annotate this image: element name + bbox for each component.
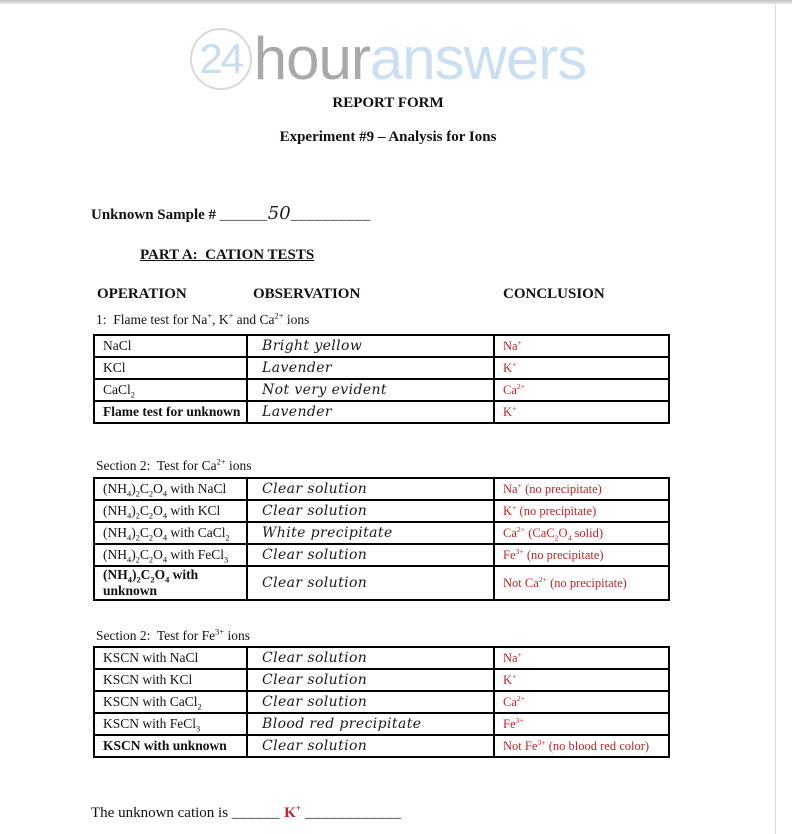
table-row [94, 401, 669, 423]
table-row [94, 357, 669, 379]
table-row [94, 566, 669, 600]
conclusion-cell: K+ [494, 357, 669, 379]
operation-cell: $(NH_4)_2C_2O_4$ with CaCl$_2$ [94, 522, 247, 544]
observation-cell: Clear solution [247, 544, 494, 566]
sample-blank-after: __________ [290, 207, 371, 223]
conclusion-cell: $Ca^{2+}$ [494, 691, 669, 713]
operation-cell: KSCN with unknown [94, 735, 247, 757]
section-caption-flame-test: 1: Flame test for Na+, K+ and $Ca^{2+}$ ions [96, 311, 310, 327]
report-title: REPORT FORM [332, 95, 444, 111]
table-row [94, 691, 669, 713]
table-row [94, 735, 669, 757]
section-caption-iron-test: Section 2: Test for $Fe^{3+}$ ions [96, 627, 250, 643]
unknown-sample-label: Unknown Sample # [91, 207, 220, 223]
conclusion-cell: Na+ [494, 647, 669, 669]
table-row [94, 500, 669, 522]
observation-cell: Clear solution [247, 566, 494, 600]
table-row [94, 379, 669, 401]
conclusion-cell: Not $Ca^{2+}$ (no precipitate) [494, 566, 669, 600]
footer-cation-value: K+ [284, 804, 302, 821]
logo-word-answers: answers [369, 25, 587, 92]
observation-cell: Not very evident [247, 379, 494, 401]
section-caption-calcium-test: Section 2: Test for $Ca^{2+}$ ions [96, 457, 252, 473]
table-row [94, 335, 669, 357]
conclusion-cell: $Fe^{3+}$ [494, 713, 669, 735]
operation-cell: $(NH_4)_2C_2O_4$ with NaCl [94, 478, 247, 500]
conclusion-column-header: CONCLUSION [503, 286, 605, 302]
observation-cell: Clear solution [247, 478, 494, 500]
operation-cell: KSCN with NaCl [94, 647, 247, 669]
operation-cell: CaCl$_2$ [94, 379, 247, 401]
table-row [94, 713, 669, 735]
browser-top-edge [0, 0, 792, 4]
iron-test-table [93, 646, 670, 758]
conclusion-cell: Na+ [494, 335, 669, 357]
unknown-cation-conclusion-line [91, 805, 401, 822]
observation-cell: Clear solution [247, 735, 494, 757]
operation-cell: $(NH_4)_2C_2O_4$ with unknown [94, 566, 247, 600]
logo [0, 26, 776, 92]
observation-cell: Lavender [247, 357, 494, 379]
conclusion-cell: Not $Fe^{3+}$ (no blood red color) [494, 735, 669, 757]
observation-cell: Clear solution [247, 691, 494, 713]
observation-cell: Clear solution [247, 647, 494, 669]
operation-cell: KCl [94, 357, 247, 379]
operation-cell: NaCl [94, 335, 247, 357]
footer-label: The unknown cation is [91, 805, 232, 821]
observation-cell: Bright yellow [247, 335, 494, 357]
table-row [94, 669, 669, 691]
observation-cell: Clear solution [247, 500, 494, 522]
sample-number-value: 50 [267, 203, 291, 224]
table-row [94, 478, 669, 500]
observation-cell: White precipitate [247, 522, 494, 544]
conclusion-cell: $Ca^{2+}$ [494, 379, 669, 401]
operation-cell: $(NH_4)_2C_2O_4$ with KCl [94, 500, 247, 522]
table-row [94, 647, 669, 669]
operation-cell: Flame test for unknown [94, 401, 247, 423]
observation-column-header: OBSERVATION [253, 286, 361, 302]
observation-cell: Lavender [247, 401, 494, 423]
logo-word-hour: hour [253, 25, 370, 92]
footer-blank-before: ______ [231, 805, 285, 821]
conclusion-cell: K+ [494, 401, 669, 423]
flame-test-table [93, 334, 670, 424]
observation-cell: Clear solution [247, 669, 494, 691]
unknown-sample-line [91, 203, 371, 224]
operation-cell: KSCN with FeCl$_3$ [94, 713, 247, 735]
sample-blank-before: ______ [219, 207, 268, 223]
operation-cell: $(NH_4)_2C_2O_4$ with FeCl$_3$ [94, 544, 247, 566]
conclusion-cell: $Fe^{3+}$ (no precipitate) [494, 544, 669, 566]
conclusion-cell: $Ca^{2+}$ ($CaC_2O_4$ solid) [494, 522, 669, 544]
conclusion-cell: Na+ (no precipitate) [494, 478, 669, 500]
footer-blank-after: ____________ [301, 805, 402, 821]
operation-cell: KSCN with KCl [94, 669, 247, 691]
calcium-test-table [93, 477, 670, 601]
column-headers [0, 286, 776, 304]
conclusion-cell: K+ (no precipitate) [494, 500, 669, 522]
operation-column-header: OPERATION [97, 286, 187, 302]
observation-cell: Blood red precipitate [247, 713, 494, 735]
logo-24-circle-icon [190, 28, 252, 90]
part-a-heading: PART A: CATION TESTS [140, 247, 315, 263]
operation-cell: KSCN with CaCl$_2$ [94, 691, 247, 713]
logo-number: 24 [199, 35, 243, 82]
table-row [94, 522, 669, 544]
table-row [94, 544, 669, 566]
experiment-subtitle: Experiment #9 – Analysis for Ions [279, 129, 497, 145]
conclusion-cell: K+ [494, 669, 669, 691]
